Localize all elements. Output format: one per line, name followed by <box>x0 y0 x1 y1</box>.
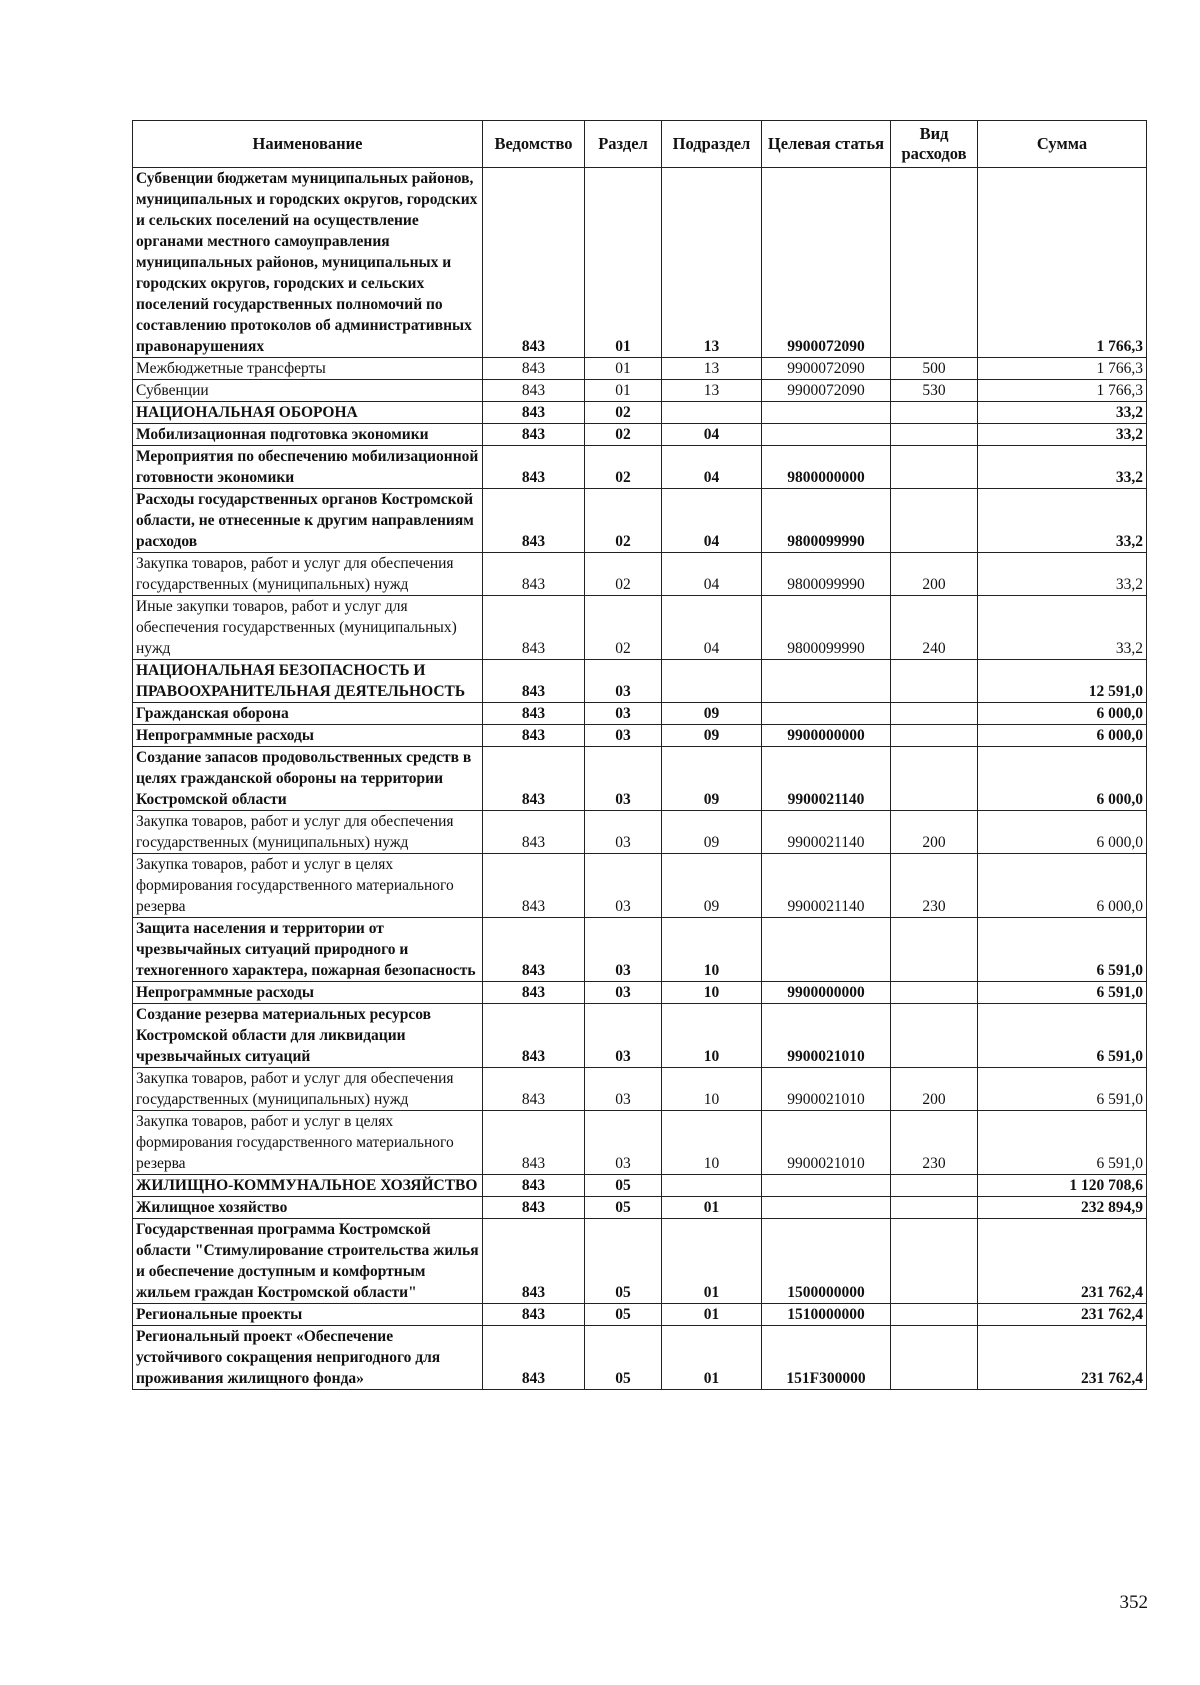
cell-name: Расходы государственных органов Костромской области, не отнесенные к другим направлениям расходов <box>133 489 483 553</box>
cell-dept: 843 <box>483 660 585 703</box>
cell-sum: 6 591,0 <box>978 918 1147 982</box>
cell-subsection: 09 <box>662 703 762 725</box>
table-row <box>133 1175 1147 1197</box>
table-row <box>133 811 1147 854</box>
cell-target: 9800000000 <box>762 446 891 489</box>
cell-dept: 843 <box>483 1219 585 1304</box>
cell-target: 9900000000 <box>762 982 891 1004</box>
cell-sum: 1 766,3 <box>978 380 1147 402</box>
cell-exp-type <box>891 918 978 982</box>
cell-sum: 231 762,4 <box>978 1219 1147 1304</box>
cell-name: НАЦИОНАЛЬНАЯ ОБОРОНА <box>133 402 483 424</box>
cell-target: 9800099990 <box>762 596 891 660</box>
cell-sum: 6 000,0 <box>978 725 1147 747</box>
cell-name: Мобилизационная подготовка экономики <box>133 424 483 446</box>
header-exp-type: Вид расходов <box>891 121 978 168</box>
cell-section: 03 <box>585 854 662 918</box>
cell-name: Создание запасов продовольственных средств в целях гражданской обороны на территории Костромской области <box>133 747 483 811</box>
header-dept: Ведомство <box>483 121 585 168</box>
cell-exp-type: 230 <box>891 1111 978 1175</box>
cell-name: Региональные проекты <box>133 1304 483 1326</box>
cell-section: 01 <box>585 358 662 380</box>
cell-dept: 843 <box>483 358 585 380</box>
cell-exp-type: 230 <box>891 854 978 918</box>
cell-exp-type <box>891 402 978 424</box>
cell-subsection: 10 <box>662 1068 762 1111</box>
cell-name: Иные закупки товаров, работ и услуг для обеспечения государственных (муниципальных) нужд <box>133 596 483 660</box>
table-row <box>133 725 1147 747</box>
cell-sum: 1 120 708,6 <box>978 1175 1147 1197</box>
cell-sum: 6 000,0 <box>978 747 1147 811</box>
cell-section: 02 <box>585 446 662 489</box>
cell-sum: 232 894,9 <box>978 1197 1147 1219</box>
header-sum: Сумма <box>978 121 1147 168</box>
cell-name: Субвенции <box>133 380 483 402</box>
cell-section: 05 <box>585 1175 662 1197</box>
cell-section: 05 <box>585 1219 662 1304</box>
cell-name: Закупка товаров, работ и услуг для обеспечения государственных (муниципальных) нужд <box>133 553 483 596</box>
table-row <box>133 1326 1147 1390</box>
cell-sum: 33,2 <box>978 553 1147 596</box>
cell-subsection: 04 <box>662 596 762 660</box>
cell-name: Гражданская оборона <box>133 703 483 725</box>
table-row <box>133 1111 1147 1175</box>
cell-section: 03 <box>585 918 662 982</box>
cell-section: 02 <box>585 402 662 424</box>
cell-dept: 843 <box>483 1326 585 1390</box>
cell-target <box>762 1197 891 1219</box>
table-header-row <box>133 121 1147 168</box>
header-name: Наименование <box>133 121 483 168</box>
cell-sum: 33,2 <box>978 424 1147 446</box>
cell-subsection <box>662 1175 762 1197</box>
table-row <box>133 660 1147 703</box>
cell-section: 02 <box>585 553 662 596</box>
cell-section: 03 <box>585 1111 662 1175</box>
cell-section: 05 <box>585 1304 662 1326</box>
cell-section: 02 <box>585 596 662 660</box>
cell-name: Защита населения и территории от чрезвычайных ситуаций природного и техногенного характера, пожарная безопасность <box>133 918 483 982</box>
cell-target: 9900000000 <box>762 725 891 747</box>
cell-dept: 843 <box>483 918 585 982</box>
cell-sum: 33,2 <box>978 596 1147 660</box>
cell-exp-type: 530 <box>891 380 978 402</box>
cell-name: Субвенции бюджетам муниципальных районов, муниципальных и городских округов, городских и сельских поселений на осуществление органами местного самоуправления муниципальных районов, муниципальных и городских округов, городских и сельских поселений государственных полномочий по составлению протоколов об административных правонарушениях <box>133 168 483 358</box>
table-row <box>133 703 1147 725</box>
cell-sum: 6 000,0 <box>978 854 1147 918</box>
table-row <box>133 402 1147 424</box>
cell-exp-type <box>891 168 978 358</box>
cell-exp-type <box>891 703 978 725</box>
cell-subsection: 01 <box>662 1197 762 1219</box>
cell-target <box>762 918 891 982</box>
table-row <box>133 358 1147 380</box>
cell-target: 1500000000 <box>762 1219 891 1304</box>
cell-exp-type <box>891 747 978 811</box>
cell-dept: 843 <box>483 402 585 424</box>
cell-target: 9900021010 <box>762 1068 891 1111</box>
cell-subsection: 04 <box>662 553 762 596</box>
cell-dept: 843 <box>483 168 585 358</box>
budget-table <box>132 120 1147 1390</box>
table-row <box>133 168 1147 358</box>
table-row <box>133 1197 1147 1219</box>
cell-sum: 33,2 <box>978 489 1147 553</box>
table-row <box>133 446 1147 489</box>
cell-target <box>762 1175 891 1197</box>
cell-section: 02 <box>585 424 662 446</box>
cell-exp-type: 200 <box>891 553 978 596</box>
header-section: Раздел <box>585 121 662 168</box>
cell-subsection: 04 <box>662 424 762 446</box>
cell-sum: 33,2 <box>978 446 1147 489</box>
cell-subsection: 13 <box>662 380 762 402</box>
cell-name: Непрограммные расходы <box>133 982 483 1004</box>
table-row <box>133 982 1147 1004</box>
cell-section: 03 <box>585 703 662 725</box>
table-row <box>133 380 1147 402</box>
cell-sum: 6 591,0 <box>978 1068 1147 1111</box>
cell-subsection <box>662 402 762 424</box>
cell-dept: 843 <box>483 1304 585 1326</box>
cell-exp-type <box>891 660 978 703</box>
cell-dept: 843 <box>483 1111 585 1175</box>
cell-dept: 843 <box>483 747 585 811</box>
table-body <box>133 168 1147 1390</box>
table-row <box>133 553 1147 596</box>
cell-exp-type <box>891 982 978 1004</box>
cell-dept: 843 <box>483 553 585 596</box>
cell-dept: 843 <box>483 811 585 854</box>
cell-subsection: 01 <box>662 1219 762 1304</box>
cell-name: Закупка товаров, работ и услуг в целях формирования государственного материального резерва <box>133 1111 483 1175</box>
cell-dept: 843 <box>483 854 585 918</box>
cell-exp-type <box>891 1004 978 1068</box>
cell-dept: 843 <box>483 982 585 1004</box>
cell-subsection: 10 <box>662 918 762 982</box>
table-row <box>133 1219 1147 1304</box>
cell-sum: 231 762,4 <box>978 1326 1147 1390</box>
cell-subsection: 09 <box>662 747 762 811</box>
cell-name: Закупка товаров, работ и услуг для обеспечения государственных (муниципальных) нужд <box>133 811 483 854</box>
cell-section: 03 <box>585 982 662 1004</box>
cell-target: 1510000000 <box>762 1304 891 1326</box>
cell-exp-type <box>891 725 978 747</box>
cell-dept: 843 <box>483 380 585 402</box>
cell-sum: 6 591,0 <box>978 1004 1147 1068</box>
cell-section: 05 <box>585 1326 662 1390</box>
header-subsection: Подраздел <box>662 121 762 168</box>
cell-subsection: 10 <box>662 1111 762 1175</box>
cell-exp-type <box>891 1219 978 1304</box>
table-row <box>133 489 1147 553</box>
cell-exp-type: 240 <box>891 596 978 660</box>
cell-target <box>762 424 891 446</box>
cell-dept: 843 <box>483 1197 585 1219</box>
cell-sum: 6 000,0 <box>978 811 1147 854</box>
cell-section: 03 <box>585 811 662 854</box>
page-number: 352 <box>1119 1592 1148 1613</box>
cell-sum: 12 591,0 <box>978 660 1147 703</box>
cell-dept: 843 <box>483 446 585 489</box>
cell-target: 9900021140 <box>762 854 891 918</box>
table-row <box>133 854 1147 918</box>
cell-sum: 1 766,3 <box>978 358 1147 380</box>
cell-exp-type <box>891 1304 978 1326</box>
cell-subsection <box>662 660 762 703</box>
cell-dept: 843 <box>483 725 585 747</box>
cell-target: 9800099990 <box>762 489 891 553</box>
cell-name: Мероприятия по обеспечению мобилизационной готовности экономики <box>133 446 483 489</box>
cell-exp-type: 500 <box>891 358 978 380</box>
table-row <box>133 1068 1147 1111</box>
cell-section: 03 <box>585 1004 662 1068</box>
cell-sum: 6 591,0 <box>978 982 1147 1004</box>
cell-subsection: 04 <box>662 489 762 553</box>
cell-section: 05 <box>585 1197 662 1219</box>
cell-target <box>762 703 891 725</box>
cell-dept: 843 <box>483 424 585 446</box>
cell-dept: 843 <box>483 1175 585 1197</box>
cell-name: Закупка товаров, работ и услуг для обеспечения государственных (муниципальных) нужд <box>133 1068 483 1111</box>
cell-exp-type: 200 <box>891 811 978 854</box>
cell-name: ЖИЛИЩНО-КОММУНАЛЬНОЕ ХОЗЯЙСТВО <box>133 1175 483 1197</box>
table-row <box>133 747 1147 811</box>
table-row <box>133 1304 1147 1326</box>
cell-sum: 6 000,0 <box>978 703 1147 725</box>
cell-dept: 843 <box>483 703 585 725</box>
cell-dept: 843 <box>483 1068 585 1111</box>
table-row <box>133 424 1147 446</box>
cell-name: Региональный проект «Обеспечение устойчивого сокращения непригодного для проживания жилищного фонда» <box>133 1326 483 1390</box>
cell-exp-type <box>891 424 978 446</box>
cell-subsection: 13 <box>662 168 762 358</box>
cell-name: НАЦИОНАЛЬНАЯ БЕЗОПАСНОСТЬ И ПРАВООХРАНИТЕЛЬНАЯ ДЕЯТЕЛЬНОСТЬ <box>133 660 483 703</box>
cell-target: 9900072090 <box>762 168 891 358</box>
cell-exp-type <box>891 1326 978 1390</box>
cell-section: 02 <box>585 489 662 553</box>
cell-subsection: 04 <box>662 446 762 489</box>
table-row <box>133 596 1147 660</box>
cell-name: Создание резерва материальных ресурсов Костромской области для ликвидации чрезвычайных ситуаций <box>133 1004 483 1068</box>
cell-name: Жилищное хозяйство <box>133 1197 483 1219</box>
cell-target: 9900072090 <box>762 358 891 380</box>
cell-subsection: 10 <box>662 982 762 1004</box>
cell-dept: 843 <box>483 596 585 660</box>
cell-target <box>762 402 891 424</box>
cell-exp-type <box>891 489 978 553</box>
cell-sum: 1 766,3 <box>978 168 1147 358</box>
cell-section: 03 <box>585 660 662 703</box>
cell-target: 9900021140 <box>762 747 891 811</box>
cell-subsection: 10 <box>662 1004 762 1068</box>
cell-name: Непрограммные расходы <box>133 725 483 747</box>
table-row <box>133 918 1147 982</box>
cell-section: 03 <box>585 725 662 747</box>
cell-section: 01 <box>585 168 662 358</box>
cell-target <box>762 660 891 703</box>
cell-name: Государственная программа Костромской области "Стимулирование строительства жилья и обеспечение доступным и комфортным жильем граждан Костромской области" <box>133 1219 483 1304</box>
cell-dept: 843 <box>483 1004 585 1068</box>
cell-section: 03 <box>585 1068 662 1111</box>
cell-target: 9900021010 <box>762 1004 891 1068</box>
cell-subsection: 13 <box>662 358 762 380</box>
cell-sum: 6 591,0 <box>978 1111 1147 1175</box>
cell-name: Закупка товаров, работ и услуг в целях формирования государственного материального резерва <box>133 854 483 918</box>
cell-target: 9800099990 <box>762 553 891 596</box>
cell-target: 9900021010 <box>762 1111 891 1175</box>
cell-target: 9900021140 <box>762 811 891 854</box>
cell-section: 01 <box>585 380 662 402</box>
cell-subsection: 09 <box>662 725 762 747</box>
cell-exp-type: 200 <box>891 1068 978 1111</box>
cell-subsection: 01 <box>662 1326 762 1390</box>
cell-exp-type <box>891 1197 978 1219</box>
cell-sum: 33,2 <box>978 402 1147 424</box>
cell-subsection: 09 <box>662 811 762 854</box>
cell-section: 03 <box>585 747 662 811</box>
cell-exp-type <box>891 1175 978 1197</box>
header-target: Целевая статья <box>762 121 891 168</box>
cell-target: 9900072090 <box>762 380 891 402</box>
cell-sum: 231 762,4 <box>978 1304 1147 1326</box>
cell-name: Межбюджетные трансферты <box>133 358 483 380</box>
table-row <box>133 1004 1147 1068</box>
cell-target: 151F300000 <box>762 1326 891 1390</box>
cell-dept: 843 <box>483 489 585 553</box>
cell-subsection: 01 <box>662 1304 762 1326</box>
cell-exp-type <box>891 446 978 489</box>
cell-subsection: 09 <box>662 854 762 918</box>
